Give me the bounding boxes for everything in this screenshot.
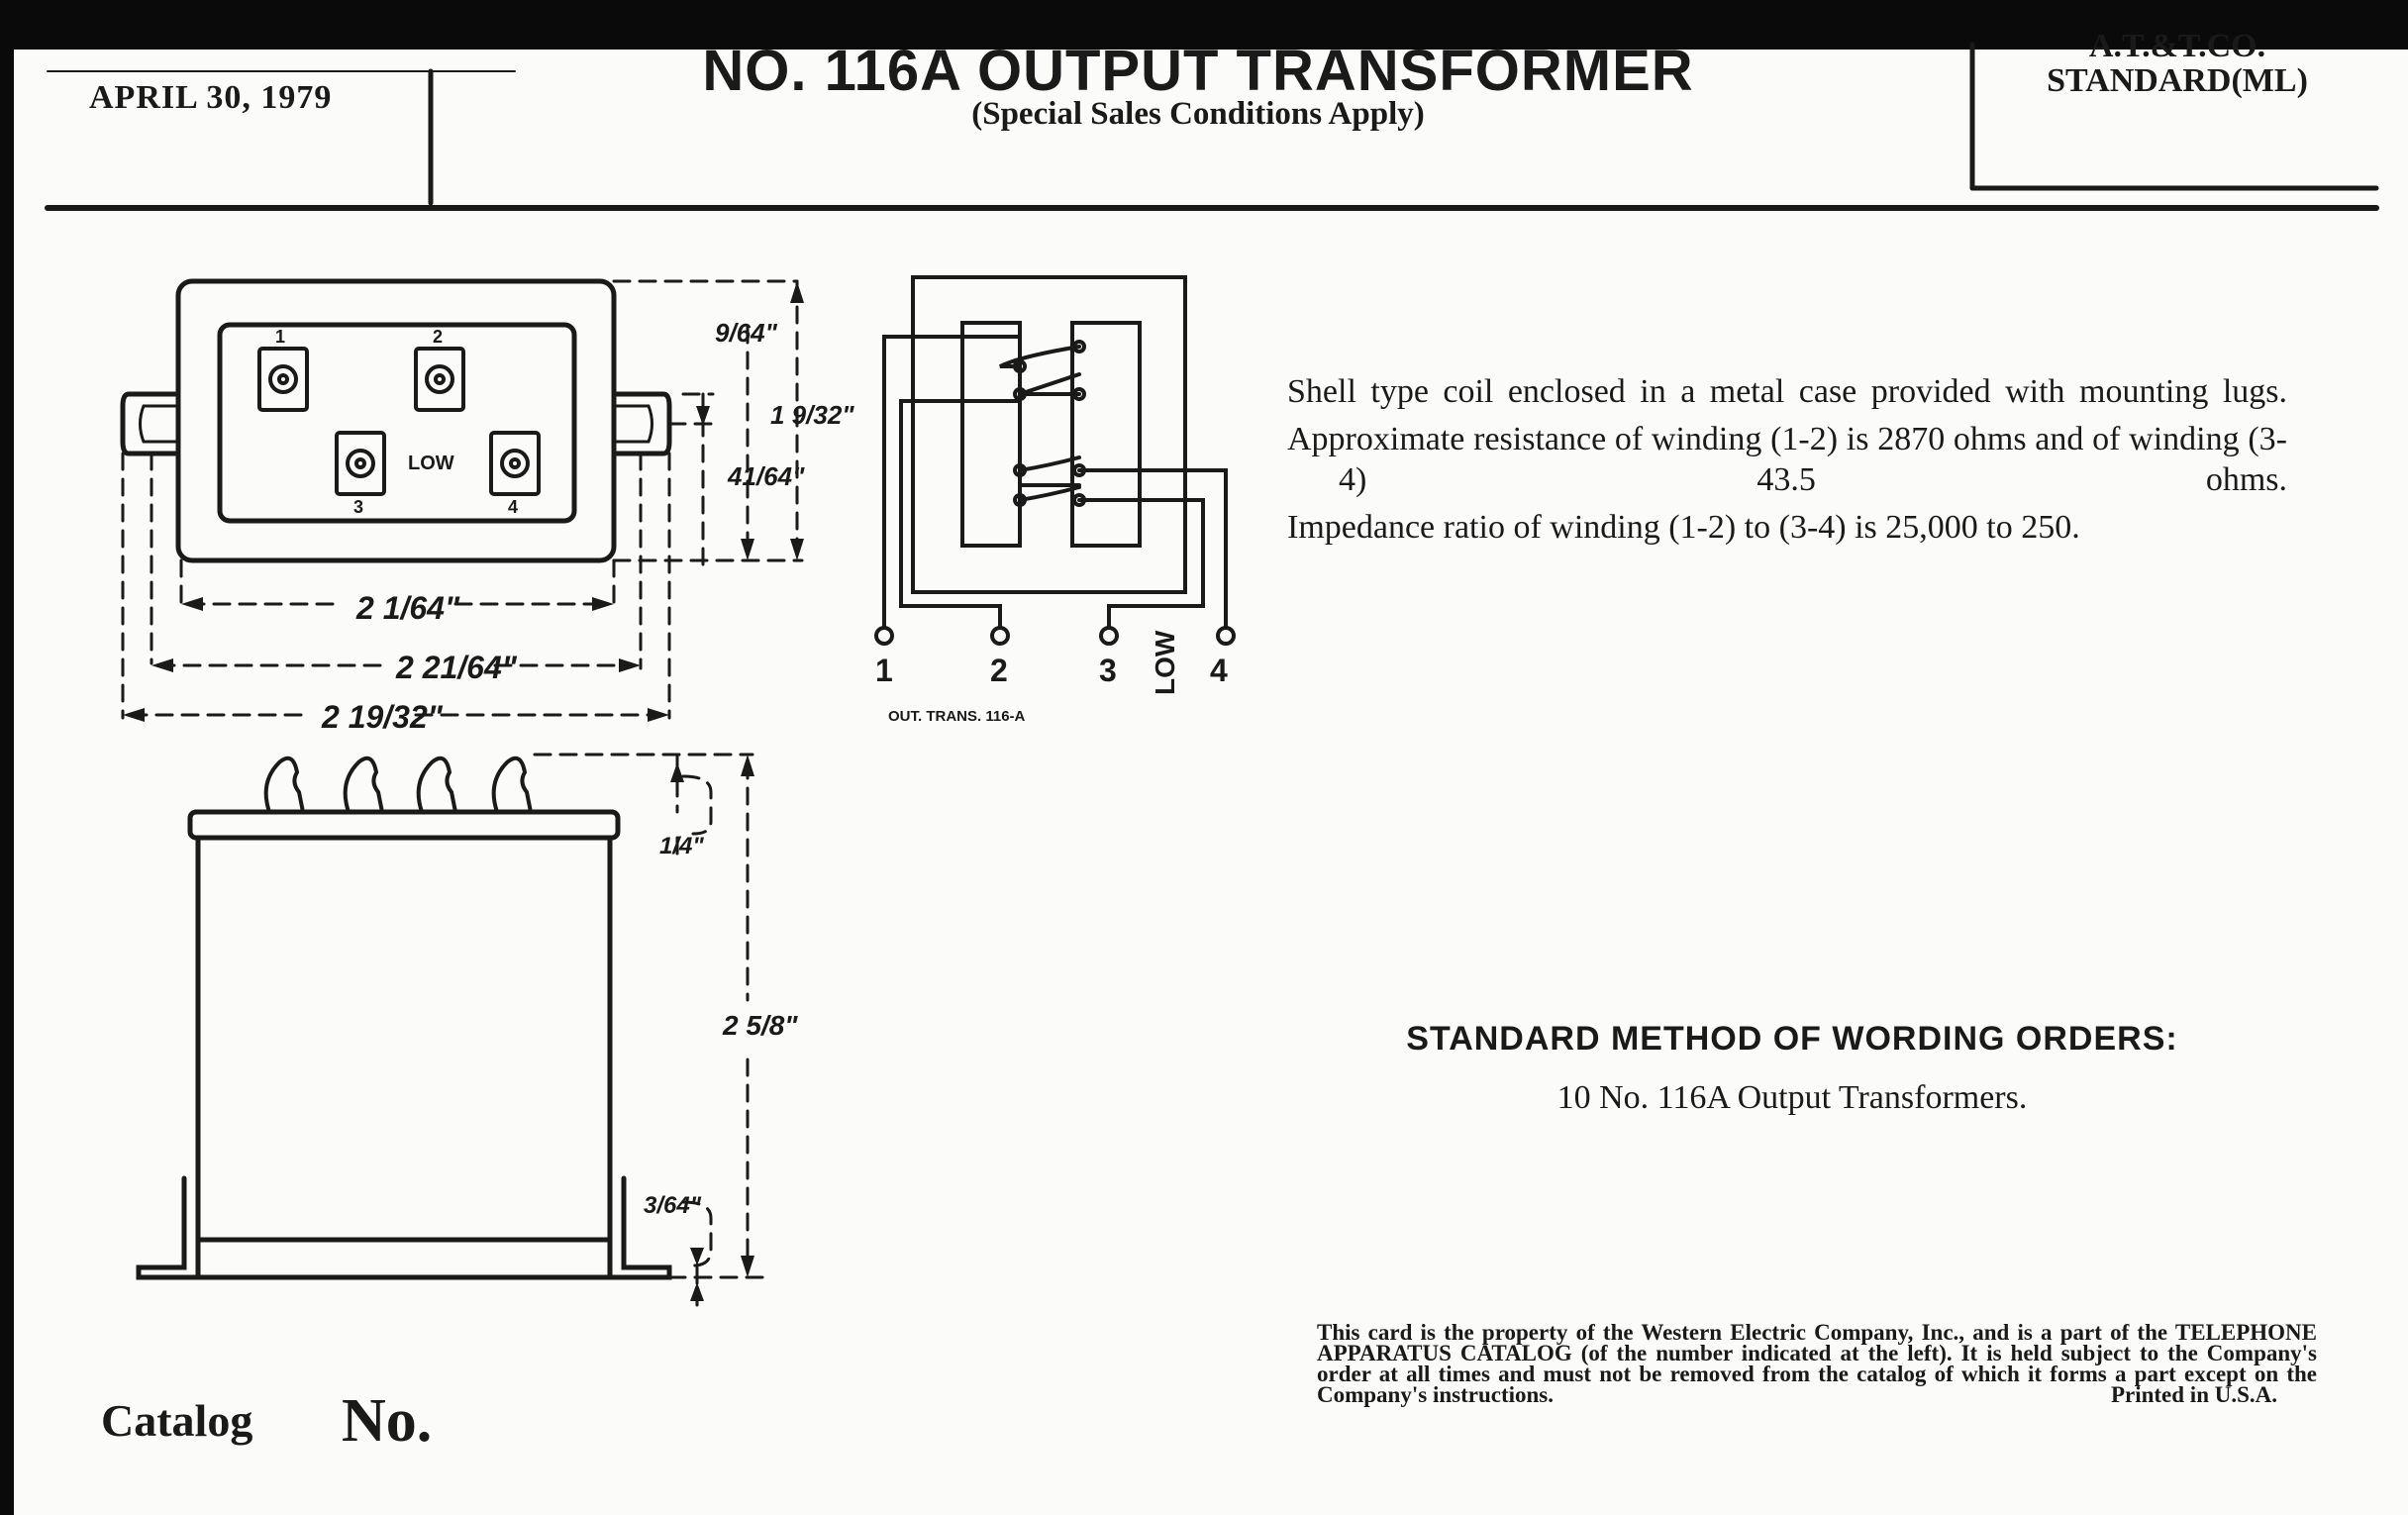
description-paragraph: Approximate resistance of winding (1-2) is 2870 ohms and of winding (3-4) 43.5 ohms.: [1287, 421, 2287, 498]
card-title: NO. 116A OUTPUT TRANSFORMER: [702, 39, 1694, 103]
dim-top-offset: 9/64": [715, 318, 777, 348]
dim-width-mid: 2 21/64": [396, 650, 517, 685]
description-block: [1287, 371, 2287, 555]
ordering-heading: STANDARD METHOD OF WORDING ORDERS:: [1406, 1020, 2178, 1058]
dim-lug-height: 41/64": [728, 461, 805, 491]
notice-text: This card is the property of the Western Electric Company, Inc., and is a part of the TELEPHONE APPARATUS CATALOG (of the number indicated at the left). It is held subject to the Company's order at all times and must not be removed from the catalog of which it forms a part except on the Company's instructions.: [1317, 1320, 2317, 1407]
dim-terminal-height: 1/4": [659, 833, 704, 859]
mounting-lug-left: [123, 394, 178, 454]
dim-width-inner: 2 1/64": [356, 590, 460, 626]
dim-body-height: 2 5/8": [723, 1010, 798, 1041]
schematic-terminal-4: 4: [1210, 653, 1228, 688]
terminals-top-view: [259, 349, 539, 494]
terminals-side-view: [266, 758, 531, 812]
schematic-terminal-1: 1: [875, 653, 893, 688]
printed-in-label: Printed in U.S.A.: [2110, 1382, 2277, 1407]
schematic-terminal-2: 2: [990, 653, 1008, 688]
terminal-label-1: 1: [275, 327, 286, 347]
property-notice: [1317, 1322, 2317, 1405]
standard-label-line2: STANDARD(ML): [2047, 62, 2308, 99]
terminal-label-4: 4: [508, 497, 519, 517]
schematic-diagram: [876, 277, 1234, 644]
dim-base-thickness: 3/64": [644, 1192, 702, 1219]
schematic-caption: OUT. TRANS. 116-A: [888, 708, 1026, 725]
ordering-text: 10 No. 116A Output Transformers.: [1556, 1079, 2028, 1116]
low-label-top: LOW: [408, 453, 454, 474]
case-side-view: [139, 812, 669, 1277]
case-inner-top: [220, 325, 574, 521]
catalog-number-label: No.: [342, 1387, 433, 1455]
terminal-label-3: 3: [353, 497, 364, 517]
mounting-lug-right: [614, 394, 669, 454]
terminal-label-2: 2: [433, 327, 444, 347]
card-date: APRIL 30, 1979: [89, 79, 333, 116]
dim-width-outer: 2 19/32": [322, 699, 443, 735]
standard-label-line1: A.T.&T.CO.: [2088, 28, 2266, 64]
schematic-low-label: LOW: [1150, 630, 1180, 695]
card-subtitle: (Special Sales Conditions Apply): [971, 96, 1425, 132]
schematic-terminal-3: 3: [1099, 653, 1117, 688]
dim-total-depth: 1 9/32": [770, 400, 854, 430]
description-paragraph: Shell type coil enclosed in a metal case provided with mounting lugs.: [1287, 373, 2287, 410]
description-paragraph: Impedance ratio of winding (1-2) to (3-4) is 25,000 to 250.: [1287, 509, 2080, 546]
catalog-label: Catalog: [101, 1395, 253, 1446]
